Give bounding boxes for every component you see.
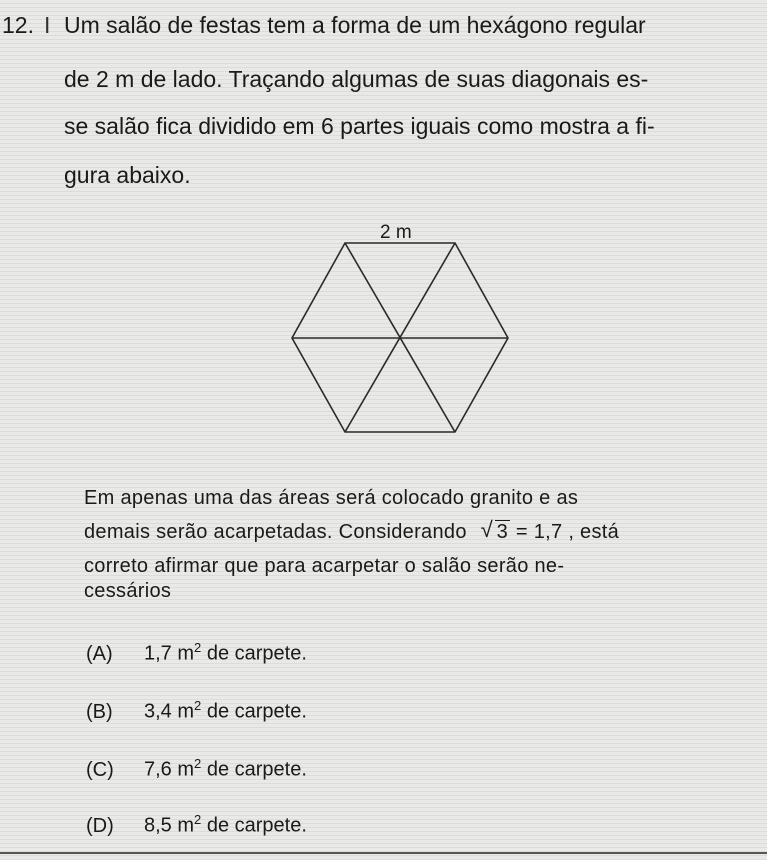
- option-suffix: de carpete.: [201, 814, 307, 837]
- paragraph-line-2: [84, 517, 620, 544]
- option-b[interactable]: [86, 698, 307, 724]
- option-a[interactable]: [86, 640, 307, 666]
- option-exponent: 2: [194, 698, 202, 713]
- statement-line-1: Um salão de festas tem a forma de um hexágono regular: [64, 12, 646, 38]
- paragraph-line-3: correto afirmar que para acarpetar o salão serão ne-: [84, 555, 565, 577]
- option-letter: (A): [86, 642, 113, 665]
- option-letter: (C): [86, 758, 114, 781]
- option-c[interactable]: [86, 756, 307, 782]
- paragraph-line-2-end: , está: [568, 521, 620, 543]
- hexagon-figure: [280, 210, 520, 440]
- paragraph-line-1: Em apenas uma das áreas será colocado granito e as: [84, 487, 579, 509]
- option-exponent: 2: [194, 812, 202, 827]
- sqrt-value: = 1,7: [515, 521, 563, 543]
- text-cursor-icon: I: [44, 12, 51, 38]
- option-suffix: de carpete.: [201, 700, 307, 723]
- option-d[interactable]: [86, 812, 307, 838]
- statement-line-2: de 2 m de lado. Traçando algumas de suas diagonais es-: [64, 66, 649, 92]
- side-label: 2 m: [380, 222, 412, 243]
- statement-line-4: gura abaixo.: [64, 162, 191, 188]
- sqrt-expression: √ 3: [480, 517, 509, 543]
- option-suffix: de carpete.: [201, 758, 307, 781]
- option-value: 3,4 m: [144, 700, 195, 723]
- option-value: 8,5 m: [144, 814, 195, 837]
- paragraph-line-2-text: demais serão acarpetadas. Considerando: [84, 521, 467, 543]
- page-bottom-rule: [0, 852, 767, 854]
- paragraph-line-4: cessários: [84, 580, 172, 602]
- statement-line-3: se salão fica dividido em 6 partes iguais como mostra a fi-: [64, 113, 655, 139]
- option-letter: (B): [86, 700, 113, 723]
- option-suffix: de carpete.: [201, 642, 307, 665]
- option-exponent: 2: [194, 756, 202, 771]
- option-exponent: 2: [194, 640, 202, 655]
- option-letter: (D): [86, 814, 114, 837]
- question-number: 12.: [2, 12, 34, 38]
- sqrt-radicand: 3: [496, 521, 509, 543]
- option-value: 7,6 m: [144, 758, 195, 781]
- option-value: 1,7 m: [144, 642, 195, 665]
